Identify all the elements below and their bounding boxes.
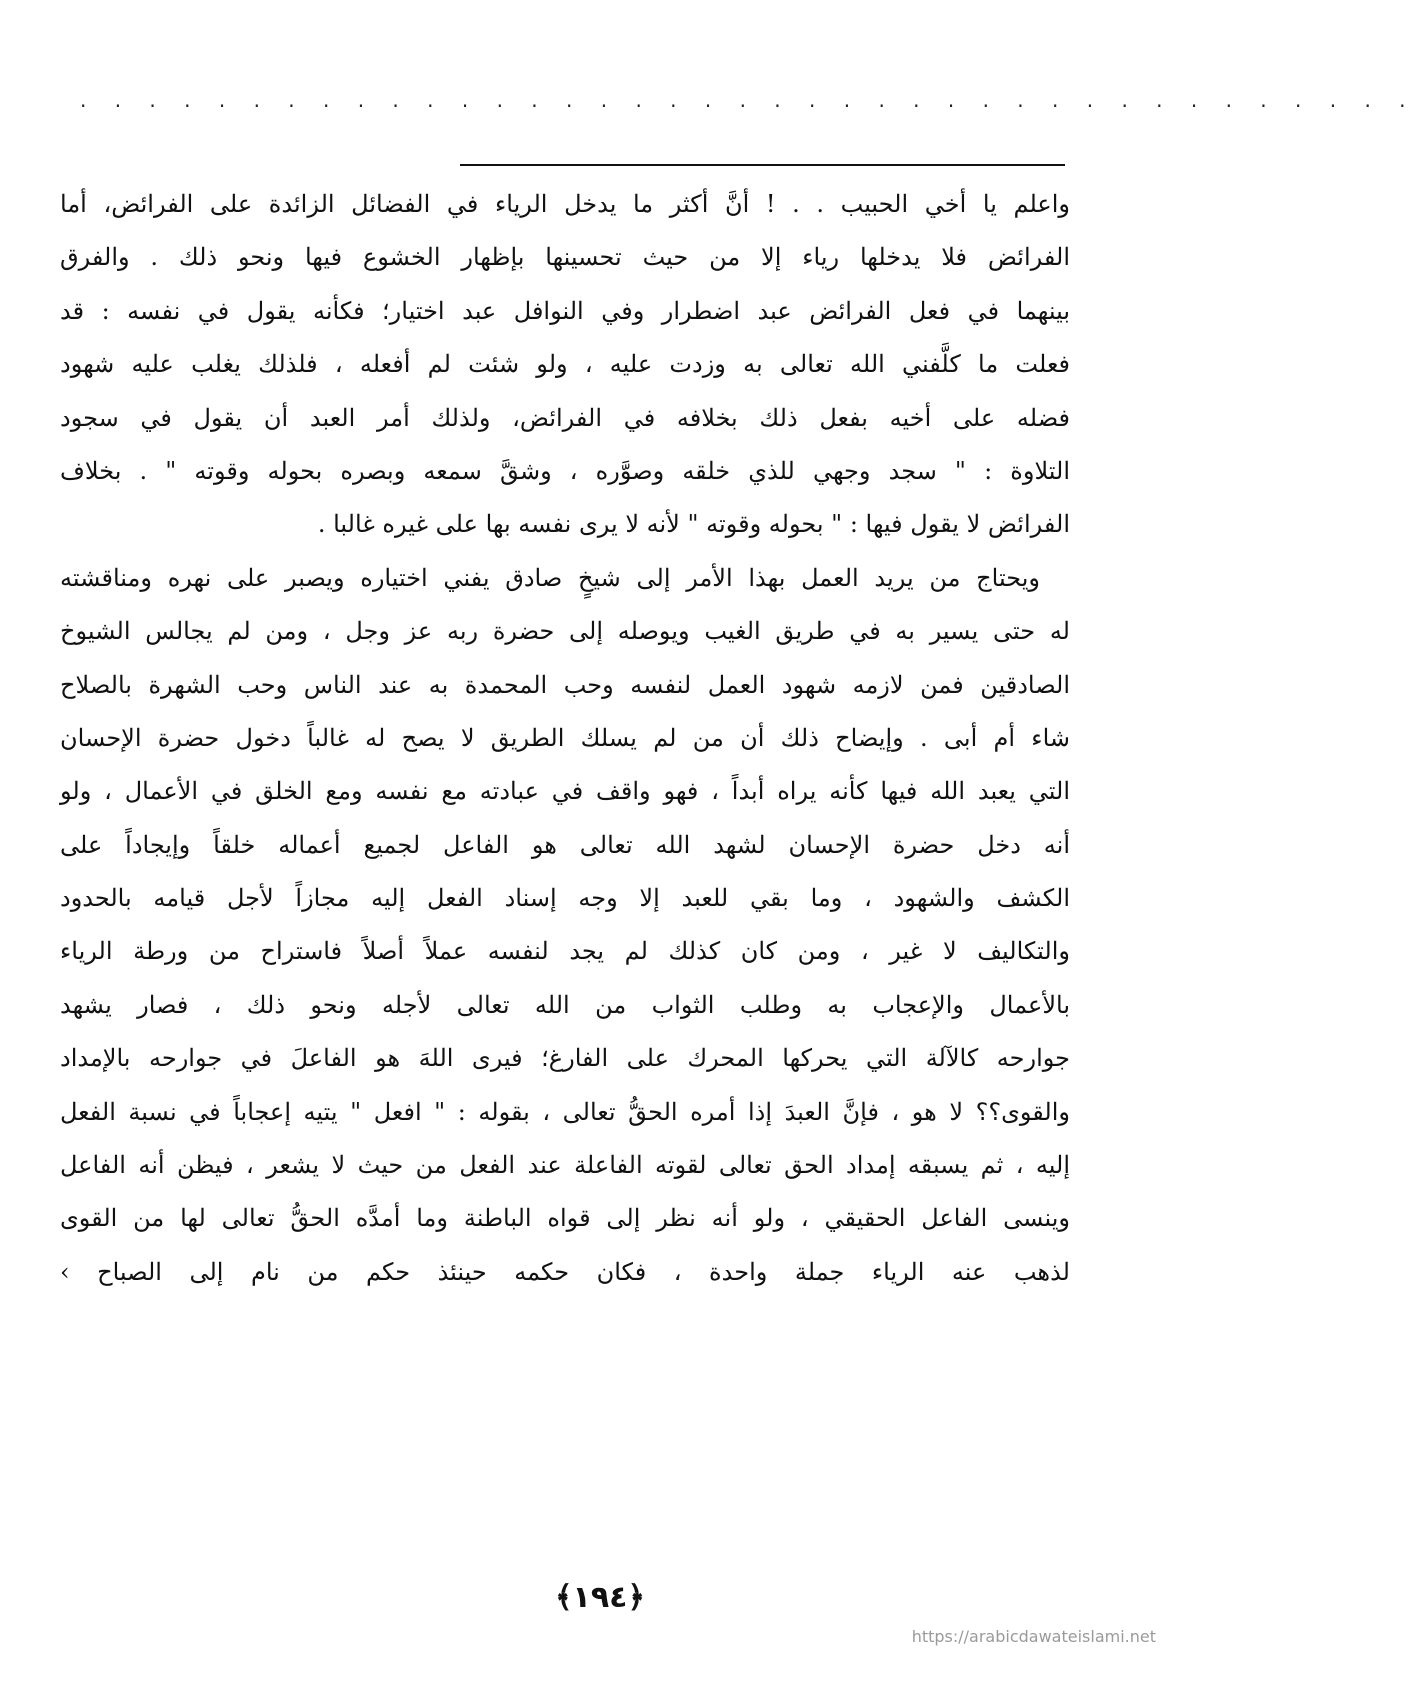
text-line: بينهما في فعل الفرائض عبد اضطرار وفي النوافل عبد اختيار؛ فكأنه يقول في نفسه : قد xyxy=(60,296,1070,325)
text-line: لذهب عنه الرياء جملة واحدة ، فكان حكمه حينئذ حكم من نام إلى الصباح › xyxy=(60,1257,1070,1286)
watermark-url: https://arabicdawateislami.net xyxy=(911,1627,1156,1646)
text-line: والقوى؟؟ لا هو ، فإنَّ العبدَ إذا أمره الحقُّ تعالى ، بقوله : " افعل " يتيه إعجاباً في نسبة الفعل xyxy=(60,1097,1070,1126)
text-line: الفرائض فلا يدخلها رياء إلا من حيث تحسينها بإظهار الخشوع فيها ونحو ذلك . والفرق xyxy=(60,243,1070,272)
paragraph-1 xyxy=(60,178,1070,552)
paragraph-2 xyxy=(60,552,1070,1299)
text-line: فعلت ما كلَّفني الله تعالى به وزدت عليه ، ولو شئت لم أفعله ، فلذلك يغلب عليه شهود xyxy=(60,350,1070,379)
text-line: جوارحه كالآلة التي يحركها المحرك على الفارغ؛ فيرى اللهَ هو الفاعلَ في جوارحه بالإمداد xyxy=(60,1044,1070,1073)
text-line: الفرائض لا يقول فيها : " بحوله وقوته " لأنه لا يرى نفسه بها على غيره غالبا . xyxy=(317,510,1070,539)
header-dots: . . . . . . . . . . . . . . . . . . . . . . . . . . . . . . . . . . . . . . . xyxy=(80,88,1417,112)
header-rule xyxy=(460,164,1065,166)
text-line: له حتى يسير به في طريق الغيب ويوصله إلى حضرة ربه عز وجل ، ومن لم يجالس الشيوخ xyxy=(60,617,1070,646)
text-line: فضله على أخيه بفعل ذلك بخلافه في الفرائض، ولذلك أمر العبد أن يقول في سجود xyxy=(60,403,1070,432)
text-line: ويحتاج من يريد العمل بهذا الأمر إلى شيخٍ صادق يفني اختياره ويصبر على نهره ومناقشته xyxy=(60,563,1040,592)
text-line: والتكاليف لا غير ، ومن كان كذلك لم يجد لنفسه عملاً أصلاً فاستراح من ورطة الرياء xyxy=(60,937,1070,966)
text-line: التي يعبد الله فيها كأنه يراه أبداً ، فهو واقف في عبادته مع نفسه ومع الخلق في الأعمال ، ولو xyxy=(60,777,1070,806)
text-line: الصادقين فمن لازمه شهود العمل لنفسه وحب المحمدة به عند الناس وحب الشهرة بالصلاح xyxy=(60,670,1070,699)
page-number: ﴿١٩٤﴾ xyxy=(554,1580,646,1615)
text-line: واعلم يا أخي الحبيب . . ! أنَّ أكثر ما يدخل الرياء في الفضائل الزائدة على الفرائض، أما xyxy=(60,190,1070,218)
body-text xyxy=(60,178,1070,1688)
text-line: إليه ، ثم يسبقه إمداد الحق تعالى لقوته الفاعلة عند الفعل من حيث لا يشعر ، فيظن أنه الفاعل xyxy=(60,1151,1070,1180)
text-line: التلاوة : " سجد وجهي للذي خلقه وصوَّره ، وشقَّ سمعه وبصره بحوله وقوته " . بخلاف xyxy=(60,456,1070,485)
text-line: الكشف والشهود ، وما بقي للعبد إلا وجه إسناد الفعل إليه مجازاً لأجل قيامه بالحدود xyxy=(60,884,1070,913)
text-line: بالأعمال والإعجاب به وطلب الثواب من الله تعالى لأجله ونحو ذلك ، فصار يشهد xyxy=(60,990,1070,1019)
text-line: وينسى الفاعل الحقيقي ، ولو أنه نظر إلى قواه الباطنة وما أمدَّه الحقُّ تعالى لها من القوى xyxy=(60,1204,1070,1233)
text-line: شاء أم أبى . وإيضاح ذلك أن من لم يسلك الطريق لا يصح له غالباً دخول حضرة الإحسان xyxy=(60,723,1071,752)
text-line: أنه دخل حضرة الإحسان لشهد الله تعالى هو الفاعل لجميع أعماله خلقاً وإيجاداً على xyxy=(60,830,1070,859)
